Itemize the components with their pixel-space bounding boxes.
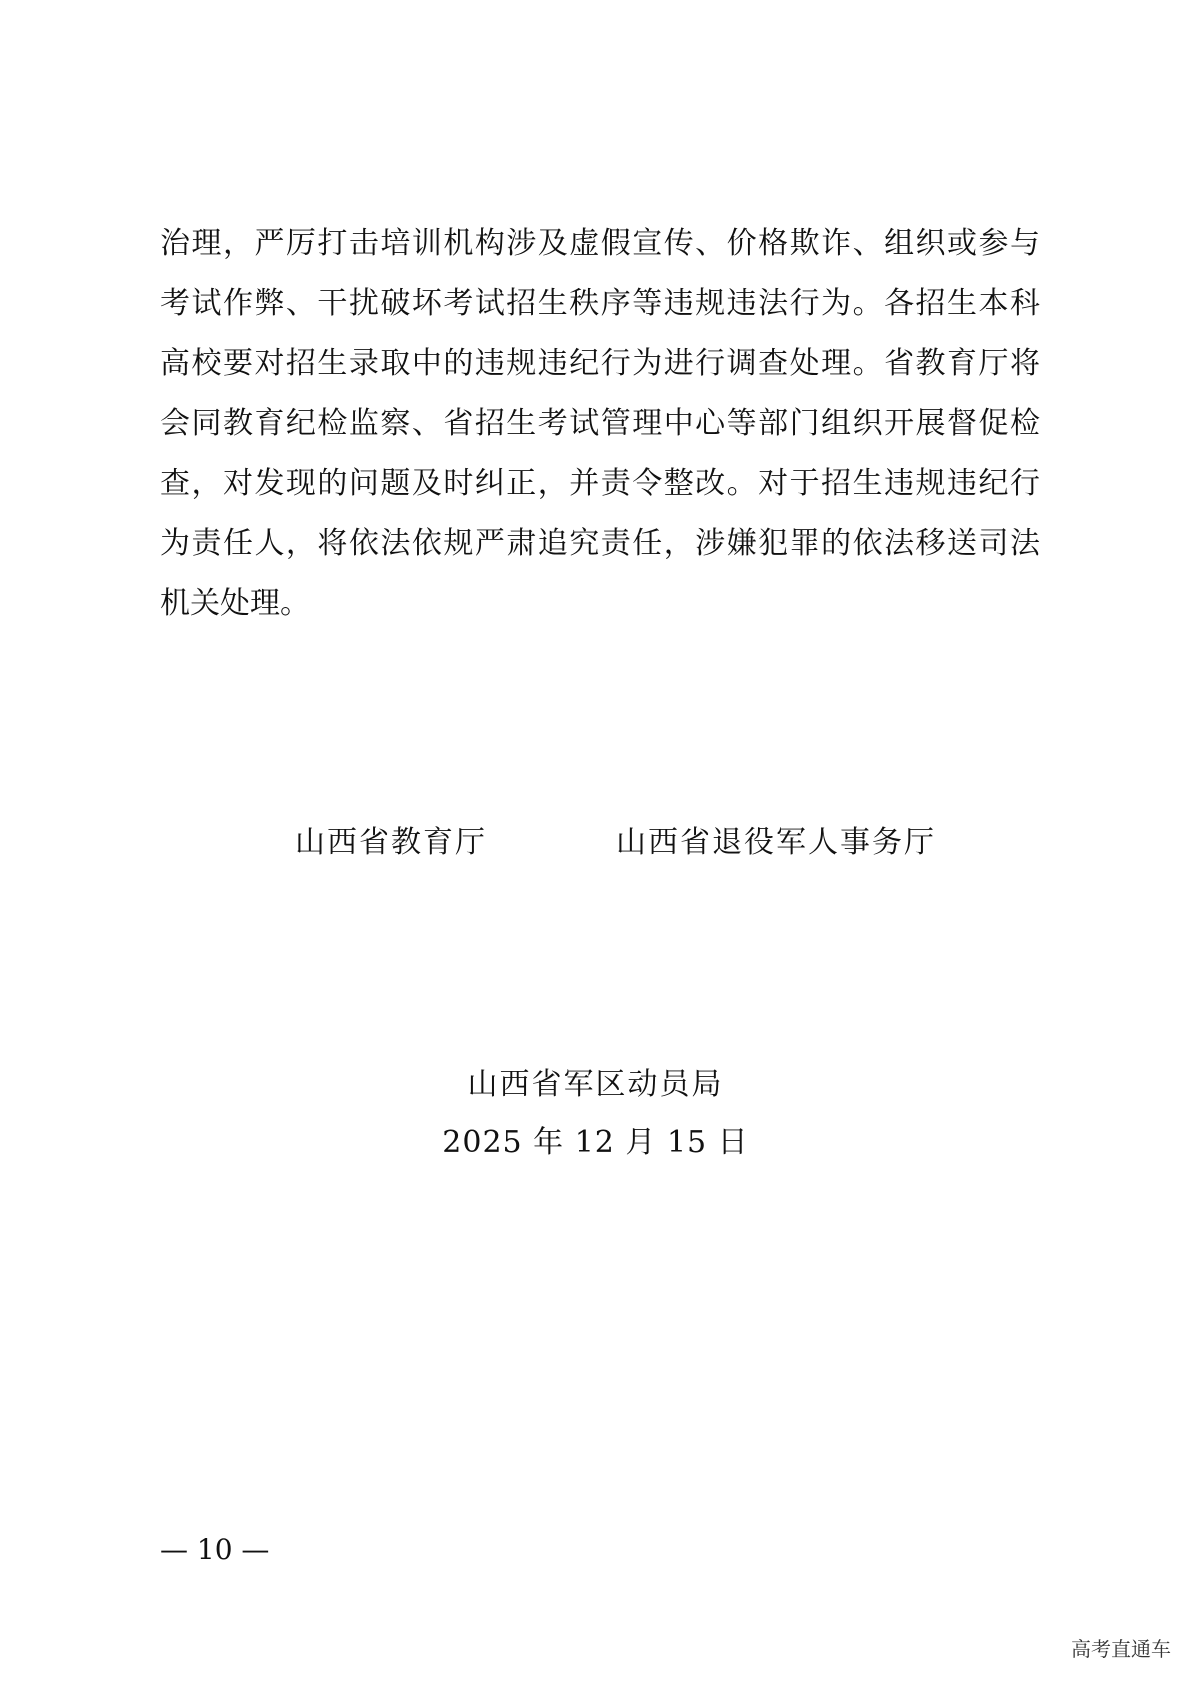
signatory-military-mobilization-bureau: 山西省军区动员局 xyxy=(467,1067,724,1102)
body-line: 机关处理。 xyxy=(160,586,310,621)
body-line: 会同教育纪检监察、省招生考试管理中心等部门组织开展督促检 xyxy=(160,406,1040,441)
issue-date: 2025 年 12 月 15 日 xyxy=(442,1125,749,1160)
page-number: — 10 — xyxy=(160,1533,270,1566)
body-paragraph xyxy=(160,214,1040,634)
signatory-row xyxy=(0,820,1191,866)
body-line: 高校要对招生录取中的违规违纪行为进行调查处理。省教育厅将 xyxy=(160,346,1040,381)
body-line: 为责任人，将依法依规严肃追究责任，涉嫌犯罪的依法移送司法 xyxy=(160,526,1040,561)
signatory-veterans-affairs-department: 山西省退役军人事务厅 xyxy=(616,825,936,860)
watermark-text: 高考直通车 xyxy=(1071,1637,1171,1661)
body-line: 考试作弊、干扰破坏考试招生秩序等违规违法行为。各招生本科 xyxy=(160,286,1040,321)
signatory-education-department: 山西省教育厅 xyxy=(295,825,487,860)
body-line: 查，对发现的问题及时纠正，并责令整改。对于招生违规违纪行 xyxy=(160,466,1040,501)
body-line: 治理，严厉打击培训机构涉及虚假宣传、价格欺诈、组织或参与 xyxy=(160,226,1040,261)
